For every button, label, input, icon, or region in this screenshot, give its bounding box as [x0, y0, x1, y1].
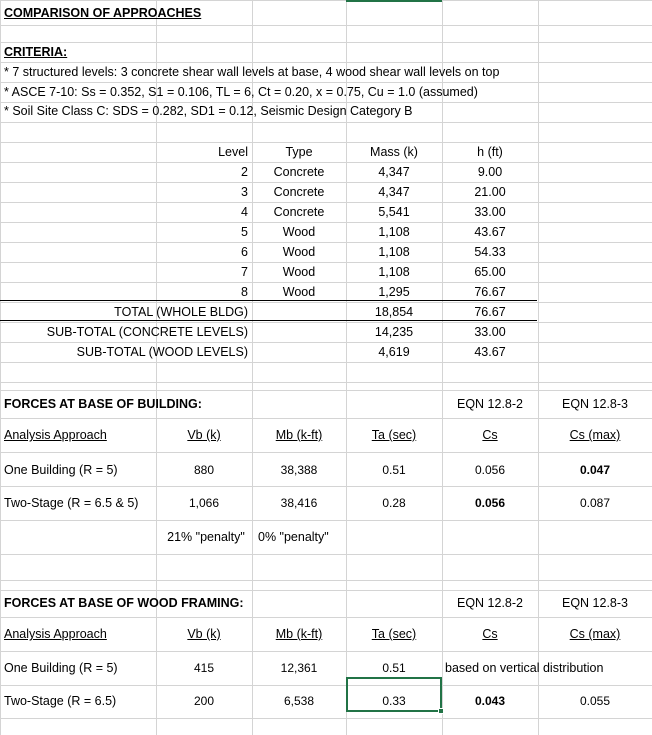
total-rule-bottom: [0, 320, 537, 321]
column-selection-indicator: [346, 0, 442, 2]
bb-row1-csmax[interactable]: 0.047: [579, 463, 611, 477]
total-mass[interactable]: 18,854: [374, 305, 414, 319]
bb-header-cs[interactable]: Cs: [482, 428, 498, 442]
penalty-mb[interactable]: 0% "penalty": [258, 530, 329, 544]
sheet-title[interactable]: COMPARISON OF APPROACHES: [4, 6, 202, 20]
type-cell[interactable]: Concrete: [273, 205, 325, 219]
mass-cell[interactable]: 1,108: [378, 225, 410, 239]
bw-row2-csmax[interactable]: 0.055: [579, 694, 611, 708]
total-label[interactable]: TOTAL (WHOLE BLDG): [114, 305, 248, 319]
bb-row2-csmax[interactable]: 0.087: [579, 496, 611, 510]
bw-header-cs[interactable]: Cs: [482, 627, 498, 641]
type-cell[interactable]: Wood: [282, 225, 316, 239]
bb-row2-cs[interactable]: 0.056: [474, 496, 506, 510]
height-cell[interactable]: 33.00: [474, 205, 506, 219]
penalty-vb[interactable]: 21% "penalty": [167, 530, 245, 544]
total-height[interactable]: 76.67: [474, 305, 506, 319]
level-cell[interactable]: 5: [241, 225, 248, 239]
bb-row2-vb[interactable]: 1,066: [188, 496, 220, 510]
type-cell[interactable]: Concrete: [273, 185, 325, 199]
level-cell[interactable]: 2: [241, 165, 248, 179]
bb-row1-cs[interactable]: 0.056: [474, 463, 506, 477]
bb-row1-mb[interactable]: 38,388: [280, 463, 318, 477]
mass-cell[interactable]: 1,295: [378, 285, 410, 299]
fill-handle[interactable]: [438, 708, 444, 714]
bw-header-ta[interactable]: Ta (sec): [371, 627, 417, 641]
mass-cell[interactable]: 1,108: [378, 265, 410, 279]
height-cell[interactable]: 21.00: [474, 185, 506, 199]
base-wood-eqn2[interactable]: EQN 12.8-3: [561, 596, 628, 610]
height-cell[interactable]: 65.00: [474, 265, 506, 279]
total-height[interactable]: 33.00: [474, 325, 506, 339]
base-wood-heading[interactable]: FORCES AT BASE OF WOOD FRAMING:: [4, 596, 244, 610]
bw-row2-mb[interactable]: 6,538: [283, 694, 315, 708]
bb-header-csmax[interactable]: Cs (max): [569, 428, 621, 442]
criteria-heading[interactable]: CRITERIA:: [4, 45, 68, 59]
base-wood-eqn1[interactable]: EQN 12.8-2: [456, 596, 523, 610]
bw-header-csmax[interactable]: Cs (max): [569, 627, 621, 641]
height-cell[interactable]: 9.00: [477, 165, 503, 179]
bb-row2-mb[interactable]: 38,416: [280, 496, 318, 510]
bb-header-ta[interactable]: Ta (sec): [371, 428, 417, 442]
level-cell[interactable]: 6: [241, 245, 248, 259]
base-building-eqn1[interactable]: EQN 12.8-2: [456, 397, 523, 411]
bw-header-mb[interactable]: Mb (k-ft): [275, 627, 323, 641]
bw-row1-approach[interactable]: One Building (R = 5): [4, 661, 118, 675]
header-level[interactable]: Level: [218, 145, 248, 159]
bw-row1-vb[interactable]: 415: [193, 661, 215, 675]
base-building-heading[interactable]: FORCES AT BASE OF BUILDING:: [4, 397, 202, 411]
total-label[interactable]: SUB-TOTAL (CONCRETE LEVELS): [46, 325, 248, 339]
bw-header-vb[interactable]: Vb (k): [187, 627, 221, 641]
height-cell[interactable]: 54.33: [474, 245, 506, 259]
total-label[interactable]: SUB-TOTAL (WOOD LEVELS): [76, 345, 248, 359]
mass-cell[interactable]: 5,541: [378, 205, 410, 219]
total-rule: [0, 300, 537, 301]
base-building-eqn2[interactable]: EQN 12.8-3: [561, 397, 628, 411]
criteria-line-1[interactable]: * 7 structured levels: 3 concrete shear wall levels at base, 4 wood shear wall levels on top: [4, 65, 500, 79]
bb-row2-approach[interactable]: Two-Stage (R = 6.5 & 5): [4, 496, 139, 510]
level-cell[interactable]: 8: [241, 285, 248, 299]
criteria-line-3[interactable]: * Soil Site Class C: SDS = 0.282, SD1 = 0.12, Seismic Design Category B: [4, 104, 413, 118]
bb-row1-ta[interactable]: 0.51: [382, 463, 406, 477]
type-cell[interactable]: Concrete: [273, 165, 325, 179]
level-cell[interactable]: 4: [241, 205, 248, 219]
height-cell[interactable]: 43.67: [474, 225, 506, 239]
bb-row1-vb[interactable]: 880: [193, 463, 215, 477]
bb-header-approach[interactable]: Analysis Approach: [4, 428, 107, 442]
bw-header-approach[interactable]: Analysis Approach: [4, 627, 107, 641]
level-cell[interactable]: 7: [241, 265, 248, 279]
criteria-line-2[interactable]: * ASCE 7-10: Ss = 0.352, S1 = 0.106, TL = 6, Ct = 0.20, x = 0.75, Cu = 1.0 (assumed): [4, 85, 478, 99]
bw-row2-approach[interactable]: Two-Stage (R = 6.5): [4, 694, 117, 708]
bw-row1-ta[interactable]: 0.51: [382, 661, 406, 675]
bw-row2-vb[interactable]: 200: [193, 694, 215, 708]
total-mass[interactable]: 14,235: [374, 325, 414, 339]
level-cell[interactable]: 3: [241, 185, 248, 199]
header-h[interactable]: h (ft): [477, 145, 503, 159]
type-cell[interactable]: Wood: [282, 265, 316, 279]
mass-cell[interactable]: 4,347: [378, 185, 410, 199]
type-cell[interactable]: Wood: [282, 245, 316, 259]
bb-row1-approach[interactable]: One Building (R = 5): [4, 463, 118, 477]
mass-cell[interactable]: 1,108: [378, 245, 410, 259]
bw-row1-mb[interactable]: 12,361: [280, 661, 318, 675]
active-cell-selection[interactable]: [346, 677, 442, 712]
bw-row2-ta[interactable]: 0.33: [382, 694, 406, 708]
bb-header-mb[interactable]: Mb (k-ft): [275, 428, 323, 442]
type-cell[interactable]: Wood: [282, 285, 316, 299]
header-type[interactable]: Type: [285, 145, 313, 159]
bb-row2-ta[interactable]: 0.28: [382, 496, 406, 510]
bw-row2-cs[interactable]: 0.043: [474, 694, 506, 708]
total-mass[interactable]: 4,619: [378, 345, 410, 359]
mass-cell[interactable]: 4,347: [378, 165, 410, 179]
bb-header-vb[interactable]: Vb (k): [187, 428, 221, 442]
bw-row1-note[interactable]: based on vertical distribution: [445, 661, 604, 675]
total-height[interactable]: 43.67: [474, 345, 506, 359]
header-mass[interactable]: Mass (k): [370, 145, 418, 159]
height-cell[interactable]: 76.67: [474, 285, 506, 299]
